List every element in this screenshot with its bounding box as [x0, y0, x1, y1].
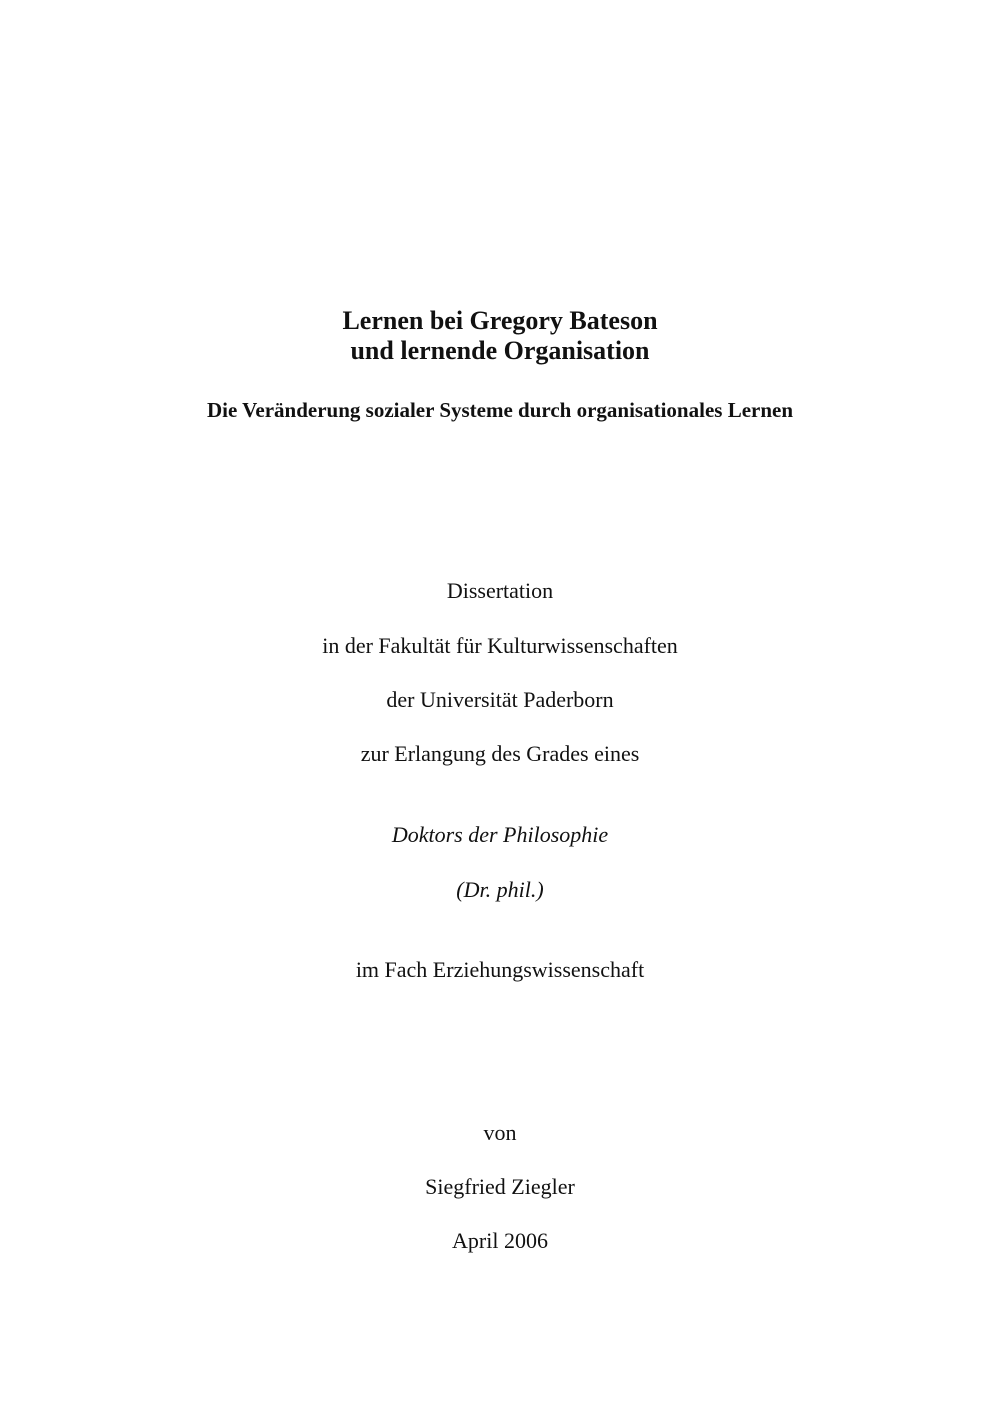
university-line: der Universität Paderborn — [386, 687, 614, 712]
subtitle: Die Veränderung sozialer Systeme durch organisationales Lernen — [206, 398, 794, 422]
by-label: von — [483, 1120, 517, 1145]
title-line-2: und lernende Organisation — [350, 336, 650, 365]
title-line-1: Lernen bei Gregory Bateson — [342, 306, 658, 335]
thesis-type: Dissertation — [446, 578, 554, 603]
purpose-line: zur Erlangung des Grades eines — [360, 741, 640, 766]
degree-abbreviation: (Dr. phil.) — [456, 877, 544, 902]
degree-title: Doktors der Philosophie — [391, 822, 609, 847]
faculty-line: in der Fakultät für Kulturwissenschaften — [322, 633, 678, 658]
subject-line: im Fach Erziehungswissenschaft — [355, 957, 645, 982]
submission-date: April 2006 — [452, 1228, 548, 1253]
author-name: Siegfried Ziegler — [425, 1174, 575, 1199]
